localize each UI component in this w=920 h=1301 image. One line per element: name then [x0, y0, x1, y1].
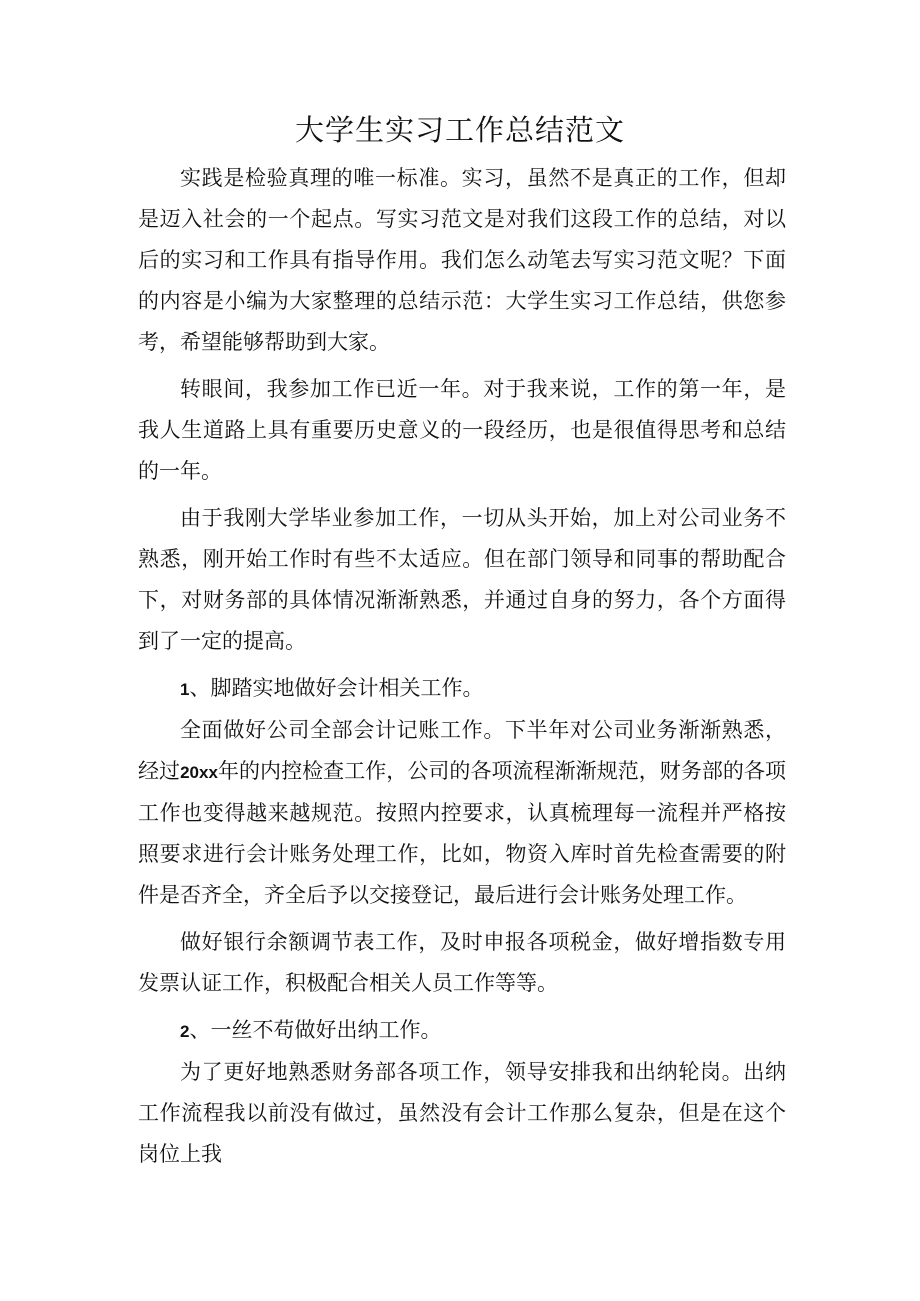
- paragraph-bank-reconciliation: 做好银行余额调节表工作，及时申报各项税金，做好增指数专用发票认证工作，积极配合相关人员工作等等。: [138, 930, 786, 995]
- section-heading-accounting: [138, 668, 786, 710]
- paragraph-adaptation: 由于我刚大学毕业参加工作，一切从头开始，加上对公司业务不熟悉，刚开始工作时有些不太适应。但在部门领导和同事的帮助配合下，对财务部的具体情况渐渐熟悉，并通过自身的努力，各个方面得到了一定的提高。: [138, 506, 786, 653]
- section-heading-text: 、脚踏实地做好会计相关工作。: [189, 676, 484, 700]
- paragraph-first-year: 转眼间，我参加工作已近一年。对于我来说，工作的第一年，是我人生道路上具有重要历史意义的一段经历，也是很值得思考和总结的一年。: [138, 377, 786, 483]
- section-number: 2: [180, 1022, 190, 1041]
- paragraph-intro: 实践是检验真理的唯一标准。实习，虽然不是真正的工作，但却是迈入社会的一个起点。写实习范文是对我们这段工作的总结，对以后的实习和工作具有指导作用。我们怎么动笔去写实习范文呢？下面的内容是小编为大家整理的总结示范：大学生实习工作总结，供您参考，希望能够帮助到大家。: [138, 166, 786, 354]
- paragraph-cashier-rotation: 为了更好地熟悉财务部各项工作，领导安排我和出纳轮岗。出纳工作流程我以前没有做过，虽然没有会计工作那么复杂，但是在这个岗位上我: [138, 1060, 786, 1166]
- section-number: 1: [180, 680, 190, 699]
- document-title: 大学生实习工作总结范文: [294, 113, 625, 147]
- year-text: 20xx: [180, 763, 218, 782]
- paragraph-rest-text: 年的内控检查工作，公司的各项流程渐渐规范，财务部的各项工作也变得越来越规范。按照内控要求，认真梳理每一流程并严格按照要求进行会计账务处理工作，比如，物资入库时首先检查需要的附件是否齐全，齐全后予以交接登记，最后进行会计账务处理工作。: [138, 759, 787, 907]
- section-heading-cashier: [138, 1010, 786, 1052]
- section-heading-text: 、一丝不苟做好出纳工作。: [189, 1018, 442, 1042]
- paragraph-lead-text: 全面做好公司全部会计记账工作。下半年对公司业务渐渐熟悉，经过: [138, 718, 786, 783]
- document-body: [138, 158, 786, 1175]
- paragraph-bookkeeping: [138, 710, 786, 916]
